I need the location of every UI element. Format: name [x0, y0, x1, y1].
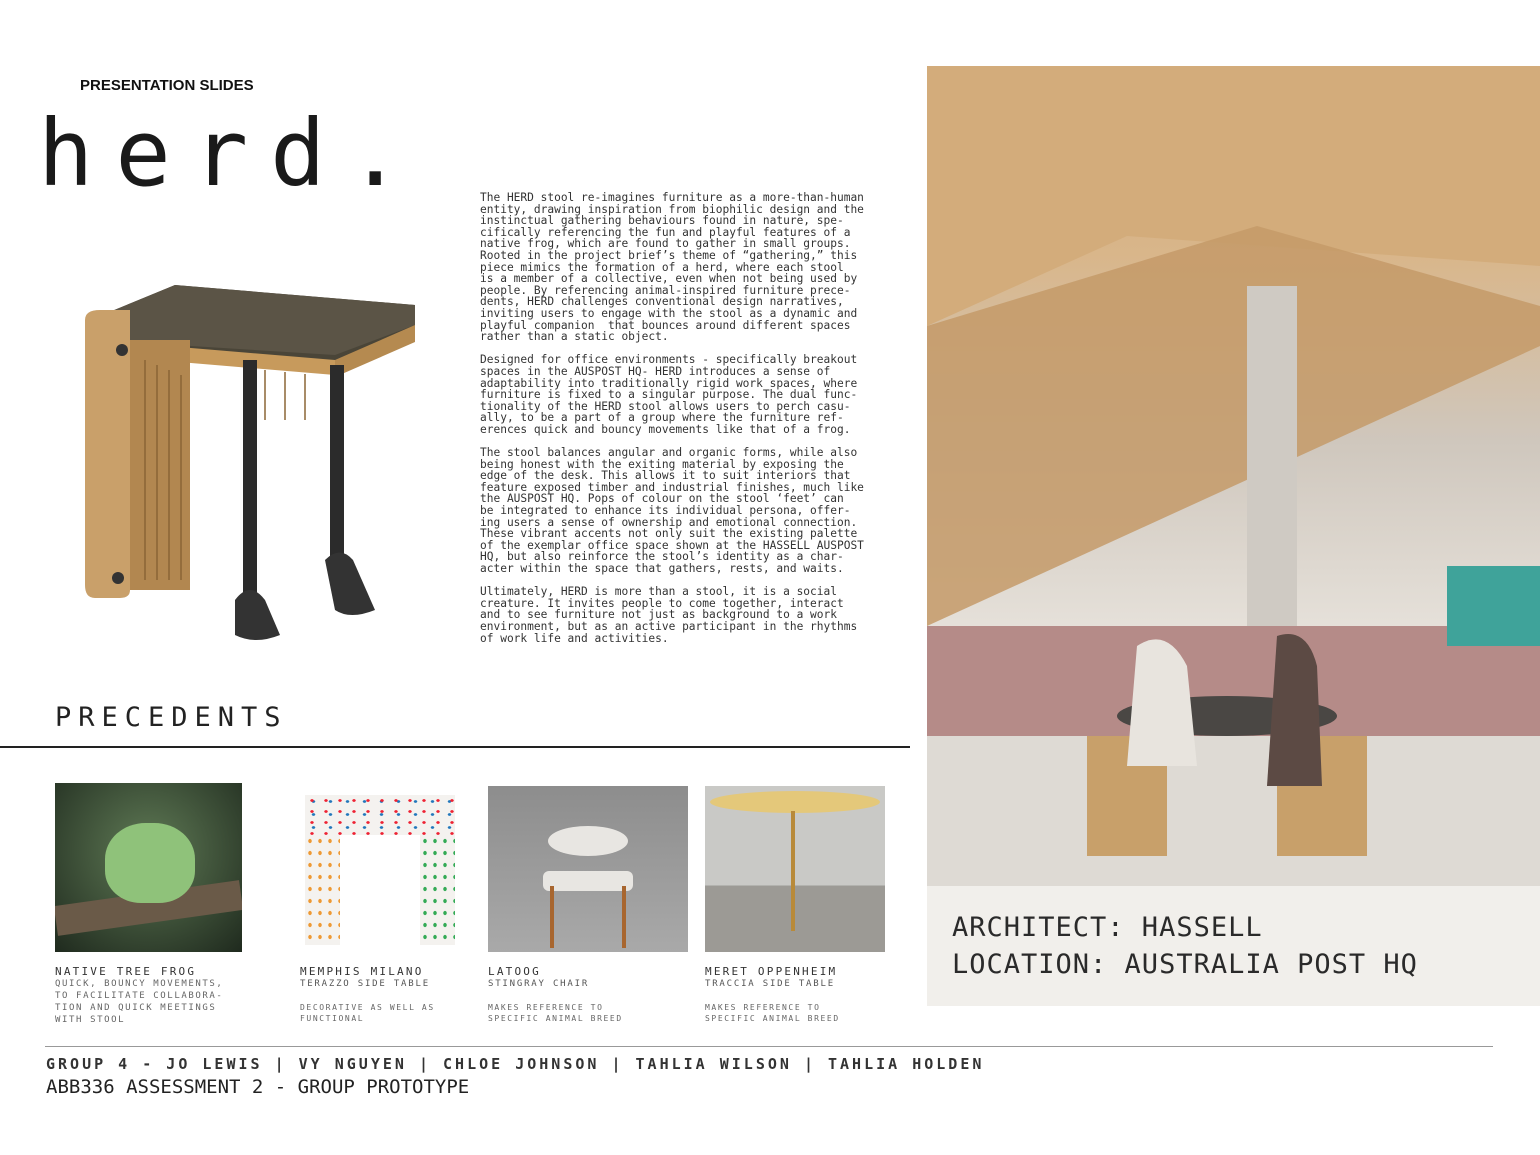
text-line: rather than a static object. [480, 330, 669, 344]
text-line: dents, HERD challenges conventional design narratives, [480, 295, 844, 309]
description-line: DECORATIVE AS WELL AS [300, 1003, 435, 1012]
text-line: people. By referencing animal-inspired furniture prece- [480, 283, 851, 297]
text-line: piece mimics the formation of a herd, where each stool [480, 260, 844, 274]
text-line: Designed for office environments - specifically breakout [480, 353, 858, 367]
paragraph [480, 447, 865, 575]
hassell-office-photo [927, 66, 1540, 1006]
text-line: Ultimately, HERD is more than a stool, it is a social [480, 585, 837, 599]
text-line: Rooted in the project brief’s theme of “gathering,” this [480, 248, 858, 262]
paragraph [480, 586, 865, 644]
herd-stool-render [85, 280, 420, 660]
text-line: the AUSPOST HQ. Pops of colour on the stool ‘feet’ can [480, 492, 844, 506]
precedent-caption [488, 966, 623, 1024]
text-line: HQ, but also reinforce the stool’s identity as a char- [480, 550, 844, 564]
precedent-description [300, 1002, 435, 1024]
precedent-caption [705, 966, 840, 1024]
text-line: inviting users to engage with the stool as a dynamic and [480, 306, 858, 320]
text-line: erences quick and bouncy movements like that of a frog. [480, 422, 851, 436]
text-line: creature. It invites people to come together, interact [480, 596, 844, 610]
description-line: WITH STOOL [55, 1015, 126, 1025]
meret-oppenheim-traccia-table-image [705, 786, 885, 952]
architect-caption-panel [927, 886, 1540, 1006]
description-line: TO FACILITATE COLLABORA- [55, 991, 224, 1001]
precedent-description [705, 1002, 840, 1024]
assessment-title: ABB336 ASSESSMENT 2 - GROUP PROTOTYPE [46, 1076, 470, 1098]
description-line: SPECIFIC ANIMAL BREED [488, 1014, 623, 1023]
description-line: SPECIFIC ANIMAL BREED [705, 1014, 840, 1023]
text-line: of the exemplar office space shown at the HASSELL AUSPOST [480, 538, 864, 552]
precedent-caption [300, 966, 435, 1024]
text-line: of work life and activities. [480, 631, 669, 645]
text-line: being honest with the exiting material by exposing the [480, 457, 844, 471]
precedent-title: MEMPHIS MILANO [300, 965, 424, 978]
office-interior-illustration [927, 66, 1540, 1006]
text-line: cifically referencing the fun and playful features of a [480, 225, 851, 239]
description-line: QUICK, BOUNCY MOVEMENTS, [55, 979, 224, 989]
precedent-title: MERET OPPENHEIM [705, 965, 838, 978]
text-line: The HERD stool re-imagines furniture as a more-than-human [480, 191, 864, 204]
footer-divider [45, 1046, 1493, 1047]
text-line: native frog, which are found to gather in small groups. [480, 237, 851, 251]
text-line: tionality of the HERD stool allows users to perch casu- [480, 399, 851, 413]
description-line: TION AND QUICK MEETINGS [55, 1003, 217, 1013]
section-label: PRESENTATION SLIDES [80, 77, 254, 94]
tree-frog-image [55, 783, 242, 952]
group-members: GROUP 4 - JO LEWIS | VY NGUYEN | CHLOE JOHNSON | TAHLIA WILSON | TAHLIA HOLDEN [46, 1055, 985, 1073]
text-line: These vibrant accents not only suit the existing palette [480, 527, 858, 541]
precedent-title: NATIVE TREE FROG [55, 965, 197, 978]
precedents-heading: PRECEDENTS [55, 702, 288, 733]
paragraph [480, 192, 865, 343]
text-line: ing users a sense of ownership and emotional connection. [480, 515, 858, 529]
text-line: is a member of a collective, even when not being used by [480, 272, 858, 286]
description-line: MAKES REFERENCE TO [488, 1003, 604, 1012]
text-line: and to see furniture not just as background to a work [480, 608, 837, 622]
text-line: furniture is fixed to a singular purpose. The dual func- [480, 388, 858, 402]
precedent-subtitle: TERAZZO SIDE TABLE [300, 979, 430, 989]
description-line: MAKES REFERENCE TO [705, 1003, 821, 1012]
text-line: environment, but as an active participant in the rhythms [480, 619, 858, 633]
description-line: FUNCTIONAL [300, 1014, 365, 1023]
text-line: instinctual gathering behaviours found in nature, spe- [480, 214, 844, 228]
project-title: herd. [38, 100, 425, 207]
text-line: be integrated to enhance its individual persona, offer- [480, 504, 851, 518]
precedent-description [55, 978, 223, 1026]
text-line: feature exposed timber and industrial finishes, much like [480, 480, 864, 494]
text-line: adaptability into traditionally rigid work spaces, where [480, 376, 858, 390]
text-line: spaces in the AUSPOST HQ- HERD introduces a sense of [480, 364, 831, 378]
divider [0, 746, 910, 748]
architect-label: ARCHITECT: HASSELL [952, 912, 1263, 943]
text-line: The stool balances angular and organic forms, while also [480, 446, 858, 460]
latoog-stingray-chair-image [488, 786, 688, 952]
paragraph [480, 354, 865, 435]
precedent-caption [55, 966, 223, 1026]
text-line: edge of the desk. This allows it to suit interiors that [480, 469, 851, 483]
precedent-title: LATOOG [488, 965, 541, 978]
text-line: entity, drawing inspiration from biophilic design and the [480, 202, 864, 216]
precedent-subtitle: TRACCIA SIDE TABLE [705, 979, 835, 989]
text-line: playful companion that bounces around different spaces [480, 318, 851, 332]
location-label: LOCATION: AUSTRALIA POST HQ [952, 949, 1418, 980]
precedent-description [488, 1002, 623, 1024]
text-line: acter within the space that gathers, rests, and waits. [480, 562, 844, 575]
memphis-terrazzo-table-image [300, 790, 460, 950]
description-text [480, 192, 865, 656]
precedent-subtitle: STINGRAY CHAIR [488, 979, 590, 989]
text-line: ally, to be a part of a group where the furniture ref- [480, 411, 844, 425]
